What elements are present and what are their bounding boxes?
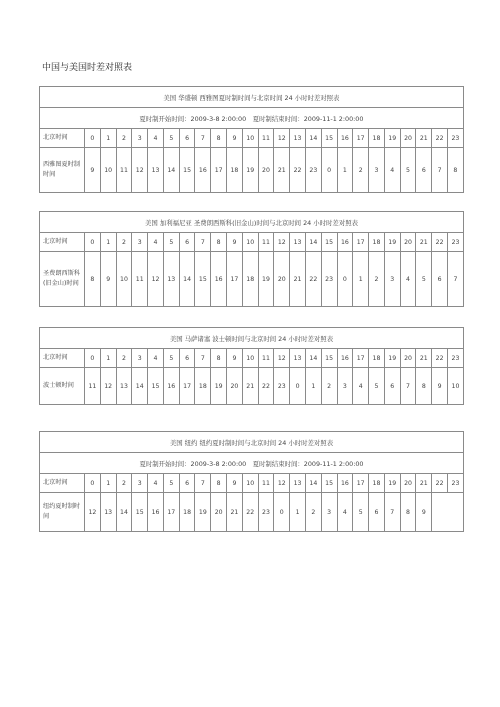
hour-cell: 18: [227, 148, 243, 193]
hour-cell: 9: [227, 474, 243, 493]
beijing-time-row: [40, 474, 464, 493]
hour-cell: 1: [100, 474, 116, 493]
hour-cell: 16: [163, 368, 179, 405]
hour-cell: 0: [337, 252, 353, 307]
hour-cell: 20: [400, 349, 416, 368]
hour-cell: 21: [416, 474, 432, 493]
hour-cell: 4: [148, 129, 164, 148]
hour-cell: 8: [85, 252, 101, 307]
hour-cell: 3: [337, 368, 353, 405]
hour-cell: 5: [163, 349, 179, 368]
hour-cell: 1: [305, 368, 321, 405]
hour-cell: 5: [163, 129, 179, 148]
hour-cell: 15: [321, 233, 337, 252]
hour-cell: 19: [384, 474, 400, 493]
san-francisco-time-table: [39, 211, 464, 307]
hour-cell: 22: [432, 233, 448, 252]
hour-cell: 14: [305, 129, 321, 148]
hour-cell: 19: [242, 148, 258, 193]
hour-cell: 21: [274, 148, 290, 193]
hour-cell: 14: [163, 148, 179, 193]
hour-cell: 0: [85, 349, 101, 368]
hour-cell: 1: [337, 148, 353, 193]
hour-cell: 13: [290, 233, 306, 252]
hour-cell: 11: [258, 474, 274, 493]
hour-cell: 3: [384, 252, 400, 307]
table-title: 美国 华盛顿 西雅图夏时制时间与北京时间 24 小时时差对照表: [40, 87, 464, 108]
hour-cell: 22: [305, 252, 321, 307]
row-label: 北京时间: [40, 474, 85, 493]
hour-cell: 12: [274, 349, 290, 368]
hour-cell: 23: [258, 493, 274, 532]
hour-cell: 1: [353, 252, 369, 307]
beijing-time-row: [40, 233, 464, 252]
hour-cell: 22: [258, 368, 274, 405]
hour-cell: 20: [227, 368, 243, 405]
hour-cell: 15: [321, 129, 337, 148]
hour-cell: 2: [305, 493, 321, 532]
hour-cell: 21: [290, 252, 306, 307]
hour-cell: 3: [132, 129, 148, 148]
hour-cell: 12: [85, 493, 101, 532]
local-time-row: [40, 368, 464, 405]
hour-cell: 4: [148, 349, 164, 368]
hour-cell: 2: [353, 148, 369, 193]
hour-cell: 19: [384, 349, 400, 368]
hour-cell: 15: [321, 349, 337, 368]
hour-cell: [447, 493, 463, 532]
hour-cell: 21: [416, 233, 432, 252]
page-title: 中国与美国时差对照表: [42, 63, 133, 73]
hour-cell: 13: [148, 148, 164, 193]
hour-cell: 23: [447, 233, 463, 252]
hour-cell: 2: [116, 129, 132, 148]
hour-cell: 21: [416, 129, 432, 148]
hour-cell: 7: [432, 148, 448, 193]
hour-cell: 23: [447, 349, 463, 368]
hour-cell: 2: [116, 349, 132, 368]
hour-cell: 3: [132, 233, 148, 252]
beijing-time-row: [40, 349, 464, 368]
hour-cell: [432, 493, 448, 532]
hour-cell: 0: [85, 474, 101, 493]
row-label: 纽约夏时制时间: [40, 493, 85, 532]
row-label: 圣费朗西斯科(旧金山)时间: [40, 252, 85, 307]
hour-cell: 13: [290, 474, 306, 493]
hour-cell: 4: [148, 474, 164, 493]
hour-cell: 4: [400, 252, 416, 307]
hour-cell: 11: [132, 252, 148, 307]
hour-cell: 17: [353, 233, 369, 252]
hour-cell: 3: [321, 493, 337, 532]
hour-cell: 4: [337, 493, 353, 532]
hour-cell: 17: [353, 129, 369, 148]
hour-cell: 7: [195, 349, 211, 368]
hour-cell: 14: [305, 474, 321, 493]
hour-cell: 11: [85, 368, 101, 405]
hour-cell: 15: [321, 474, 337, 493]
hour-cell: 10: [242, 233, 258, 252]
dst-period-info: 夏时制开始时间：2009-3-8 2:00:00 夏时制结束时间：2009-11-1 2:00:00: [40, 453, 464, 474]
hour-cell: 0: [321, 148, 337, 193]
hour-cell: 16: [337, 129, 353, 148]
hour-cell: 19: [258, 252, 274, 307]
hour-cell: 23: [274, 368, 290, 405]
local-time-row: [40, 148, 464, 193]
hour-cell: 9: [416, 493, 432, 532]
hour-cell: 2: [321, 368, 337, 405]
hour-cell: 8: [400, 493, 416, 532]
hour-cell: 6: [384, 368, 400, 405]
hour-cell: 12: [274, 233, 290, 252]
hour-cell: 19: [211, 368, 227, 405]
hour-cell: 6: [369, 493, 385, 532]
hour-cell: 18: [369, 129, 385, 148]
hour-cell: 15: [195, 252, 211, 307]
hour-cell: 12: [100, 368, 116, 405]
hour-cell: 18: [179, 493, 195, 532]
hour-cell: 14: [132, 368, 148, 405]
hour-cell: 0: [85, 233, 101, 252]
hour-cell: 17: [179, 368, 195, 405]
hour-cell: 17: [353, 474, 369, 493]
hour-cell: 6: [432, 252, 448, 307]
table-title: 美国 纽约 纽约夏时制时间与北京时间 24 小时时差对照表: [40, 432, 464, 453]
hour-cell: 1: [100, 233, 116, 252]
hour-cell: 0: [290, 368, 306, 405]
hour-cell: 13: [100, 493, 116, 532]
hour-cell: 22: [432, 129, 448, 148]
hour-cell: 1: [100, 349, 116, 368]
hour-cell: 6: [179, 474, 195, 493]
hour-cell: 10: [242, 349, 258, 368]
hour-cell: 6: [179, 233, 195, 252]
hour-cell: 7: [384, 493, 400, 532]
hour-cell: 11: [116, 148, 132, 193]
hour-cell: 22: [290, 148, 306, 193]
hour-cell: 9: [227, 349, 243, 368]
hour-cell: 22: [242, 493, 258, 532]
hour-cell: 20: [400, 233, 416, 252]
hour-cell: 8: [211, 349, 227, 368]
hour-cell: 2: [116, 474, 132, 493]
hour-cell: 21: [242, 368, 258, 405]
hour-cell: 10: [116, 252, 132, 307]
hour-cell: 14: [305, 349, 321, 368]
hour-cell: 7: [447, 252, 463, 307]
hour-cell: 9: [227, 129, 243, 148]
hour-cell: 20: [274, 252, 290, 307]
new-york-time-table: [39, 431, 464, 532]
hour-cell: 1: [100, 129, 116, 148]
hour-cell: 11: [258, 349, 274, 368]
hour-cell: 10: [242, 129, 258, 148]
hour-cell: 4: [384, 148, 400, 193]
row-label: 北京时间: [40, 233, 85, 252]
hour-cell: 3: [132, 474, 148, 493]
hour-cell: 5: [163, 474, 179, 493]
hour-cell: 10: [242, 474, 258, 493]
local-time-row: [40, 493, 464, 532]
hour-cell: 3: [369, 148, 385, 193]
hour-cell: 13: [290, 129, 306, 148]
hour-cell: 5: [416, 252, 432, 307]
hour-cell: 5: [369, 368, 385, 405]
hour-cell: 23: [305, 148, 321, 193]
hour-cell: 4: [148, 233, 164, 252]
hour-cell: 12: [148, 252, 164, 307]
hour-cell: 7: [195, 129, 211, 148]
hour-cell: 15: [148, 368, 164, 405]
hour-cell: 16: [337, 233, 353, 252]
hour-cell: 20: [400, 129, 416, 148]
hour-cell: 5: [353, 493, 369, 532]
seattle-time-table: [39, 86, 464, 193]
table-title: 美国 马萨诸塞 波士顿时间与北京时间 24 小时时差对照表: [40, 328, 464, 349]
hour-cell: 23: [447, 129, 463, 148]
hour-cell: 15: [132, 493, 148, 532]
hour-cell: 17: [211, 148, 227, 193]
hour-cell: 11: [258, 233, 274, 252]
hour-cell: 20: [400, 474, 416, 493]
hour-cell: 19: [384, 233, 400, 252]
hour-cell: 8: [211, 129, 227, 148]
hour-cell: 14: [179, 252, 195, 307]
row-label: 北京时间: [40, 349, 85, 368]
hour-cell: 18: [369, 233, 385, 252]
hour-cell: 21: [416, 349, 432, 368]
hour-cell: 17: [227, 252, 243, 307]
hour-cell: 21: [227, 493, 243, 532]
hour-cell: 3: [132, 349, 148, 368]
hour-cell: 6: [416, 148, 432, 193]
hour-cell: 9: [227, 233, 243, 252]
hour-cell: 2: [116, 233, 132, 252]
hour-cell: 2: [369, 252, 385, 307]
hour-cell: 4: [353, 368, 369, 405]
hour-cell: 13: [116, 368, 132, 405]
hour-cell: 19: [384, 129, 400, 148]
hour-cell: 18: [369, 349, 385, 368]
hour-cell: 5: [400, 148, 416, 193]
hour-cell: 1: [290, 493, 306, 532]
hour-cell: 8: [211, 474, 227, 493]
hour-cell: 8: [447, 148, 463, 193]
hour-cell: 22: [432, 474, 448, 493]
hour-cell: 18: [242, 252, 258, 307]
hour-cell: 6: [179, 129, 195, 148]
hour-cell: 16: [211, 252, 227, 307]
row-label: 北京时间: [40, 129, 85, 148]
hour-cell: 20: [211, 493, 227, 532]
hour-cell: 18: [195, 368, 211, 405]
hour-cell: 18: [369, 474, 385, 493]
hour-cell: 14: [305, 233, 321, 252]
boston-time-table: [39, 327, 464, 405]
local-time-row: [40, 252, 464, 307]
hour-cell: 5: [163, 233, 179, 252]
hour-cell: 16: [195, 148, 211, 193]
hour-cell: 6: [179, 349, 195, 368]
row-label: 波士顿时间: [40, 368, 85, 405]
hour-cell: 20: [258, 148, 274, 193]
hour-cell: 17: [163, 493, 179, 532]
hour-cell: 7: [400, 368, 416, 405]
hour-cell: 9: [100, 252, 116, 307]
hour-cell: 9: [85, 148, 101, 193]
hour-cell: 12: [274, 474, 290, 493]
hour-cell: 16: [148, 493, 164, 532]
hour-cell: 7: [195, 474, 211, 493]
hour-cell: 16: [337, 349, 353, 368]
hour-cell: 15: [179, 148, 195, 193]
hour-cell: 12: [274, 129, 290, 148]
hour-cell: 9: [432, 368, 448, 405]
hour-cell: 12: [132, 148, 148, 193]
hour-cell: 11: [258, 129, 274, 148]
hour-cell: 16: [337, 474, 353, 493]
hour-cell: 10: [100, 148, 116, 193]
hour-cell: 8: [416, 368, 432, 405]
hour-cell: 17: [353, 349, 369, 368]
dst-period-info: 夏时制开始时间：2009-3-8 2:00:00 夏时制结束时间：2009-11-1 2:00:00: [40, 108, 464, 129]
hour-cell: 23: [321, 252, 337, 307]
hour-cell: 13: [163, 252, 179, 307]
beijing-time-row: [40, 129, 464, 148]
table-title: 美国 加利福尼亚 圣费朗西斯科(旧金山)时间与北京时间 24 小时时差对照表: [40, 212, 464, 233]
row-label: 西雅图夏时制时间: [40, 148, 85, 193]
hour-cell: 22: [432, 349, 448, 368]
hour-cell: 8: [211, 233, 227, 252]
hour-cell: 14: [116, 493, 132, 532]
hour-cell: 7: [195, 233, 211, 252]
hour-cell: 0: [274, 493, 290, 532]
hour-cell: 23: [447, 474, 463, 493]
hour-cell: 10: [447, 368, 463, 405]
hour-cell: 0: [85, 129, 101, 148]
hour-cell: 13: [290, 349, 306, 368]
hour-cell: 19: [195, 493, 211, 532]
